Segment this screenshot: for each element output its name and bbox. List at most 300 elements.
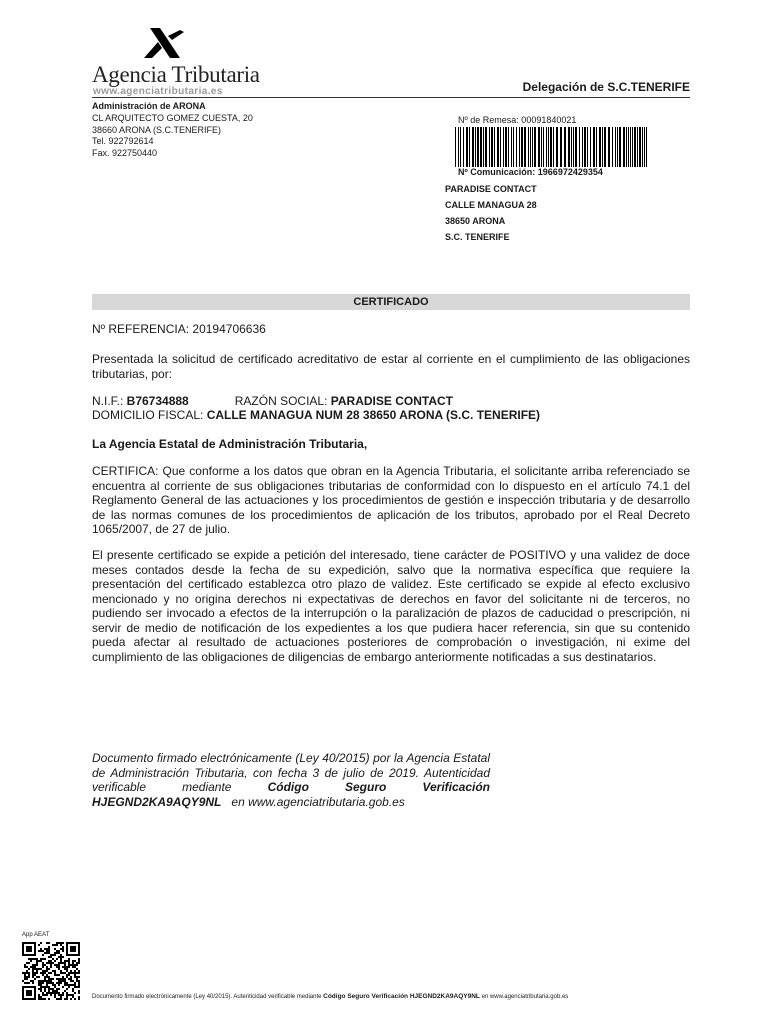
qr-module [46, 994, 48, 996]
qr-module [70, 964, 72, 966]
qr-module [58, 952, 60, 954]
qr-module [62, 992, 64, 994]
qr-module [28, 962, 30, 964]
qr-module [68, 972, 70, 974]
qr-module [58, 964, 60, 966]
qr-module [72, 964, 74, 966]
qr-module [50, 978, 52, 980]
barcode-bar [639, 127, 641, 167]
admin-street: CL ARQUITECTO GOMEZ CUESTA, 20 [92, 112, 253, 123]
qr-module [38, 982, 40, 984]
qr-module [58, 998, 60, 1000]
qr-module [64, 972, 66, 974]
qr-module [60, 942, 62, 944]
qr-module [44, 994, 46, 996]
qr-module [70, 978, 72, 980]
qr-module [32, 970, 34, 972]
qr-module [60, 948, 62, 950]
barcode-bar [521, 127, 523, 167]
qr-module [66, 968, 68, 970]
qr-module [26, 976, 28, 978]
qr-module [36, 968, 38, 970]
admin-name: Administración de ARONA [92, 101, 206, 111]
qr-module [40, 972, 42, 974]
recipient-line: 38650 ARONA [445, 216, 506, 226]
qr-module [40, 982, 42, 984]
qr-module [52, 988, 54, 990]
qr-module [68, 994, 70, 996]
qr-module [44, 952, 46, 954]
qr-module [58, 942, 60, 944]
qr-module [66, 994, 68, 996]
qr-module [30, 960, 32, 962]
qr-module [50, 964, 52, 966]
qr-module [42, 998, 44, 1000]
header-divider [92, 97, 690, 98]
qr-module [24, 966, 26, 968]
remesa-number: Nº de Remesa: 00091840021 [458, 115, 577, 125]
qr-module [52, 992, 54, 994]
qr-module [62, 962, 64, 964]
qr-module [40, 950, 42, 952]
qr-module [24, 982, 26, 984]
qr-module [28, 974, 30, 976]
certifica-paragraph: CERTIFICA: Que conforme a los datos que obran en la Agencia Tributaria, el solicitante arriba referenciado se encuentra al corriente de sus obligaciones tributarias de conformidad con lo dispuesto en el artículo 74.1 del Reglamento General de las actuaciones y los procedimientos de gestión e inspección tributaria y de desarrollo de las normas comunes de los procedimientos de aplicación de los tributos, aprobado por el Real Decreto 1065/2007, de 27 de julio. [92, 464, 690, 536]
qr-module [74, 982, 76, 984]
barcode-bar [584, 127, 586, 167]
qr-module [50, 960, 52, 962]
qr-module [54, 954, 56, 956]
qr-module [34, 966, 36, 968]
qr-module [62, 946, 64, 948]
qr-module [40, 996, 42, 998]
qr-module [50, 956, 52, 958]
qr-module [44, 990, 46, 992]
agency-emblem-icon [144, 28, 186, 62]
barcode-bar [646, 127, 647, 167]
qr-module [74, 984, 76, 986]
qr-module [74, 998, 76, 1000]
qr-module [58, 984, 60, 986]
qr-module [70, 984, 72, 986]
qr-module [32, 966, 34, 968]
qr-module [56, 942, 58, 944]
qr-module [70, 980, 72, 982]
qr-module [58, 980, 60, 982]
barcode-bar [460, 127, 461, 167]
qr-module [30, 980, 32, 982]
qr-module [78, 980, 80, 982]
admin-city: 38660 ARONA (S.C.TENERIFE) [92, 124, 222, 135]
recipient-line: CALLE MANAGUA 28 [445, 200, 537, 210]
barcode [455, 127, 649, 167]
qr-module [62, 956, 64, 958]
qr-module [44, 978, 46, 980]
qr-module [40, 948, 42, 950]
qr-module [66, 966, 68, 968]
barcode-bar [626, 127, 627, 167]
qr-module [58, 978, 60, 980]
qr-module [76, 986, 78, 988]
qr-module [36, 962, 38, 964]
qr-module [48, 946, 50, 948]
qr-module [78, 972, 80, 974]
qr-module [62, 976, 64, 978]
qr-module [72, 960, 74, 962]
qr-module [46, 942, 48, 944]
barcode-bar [596, 127, 597, 167]
qr-module [66, 960, 68, 962]
qr-module [56, 964, 58, 966]
qr-module [50, 954, 52, 956]
qr-module [40, 942, 42, 944]
delegacion-title: Delegación de S.C.TENERIFE [522, 80, 690, 94]
qr-module [40, 980, 42, 982]
qr-module [66, 988, 68, 990]
qr-module [46, 974, 48, 976]
qr-module [46, 992, 48, 994]
qr-module [64, 964, 66, 966]
qr-module [46, 982, 48, 984]
qr-module [26, 978, 28, 980]
qr-module [42, 980, 44, 982]
qr-module [68, 964, 70, 966]
barcode-bar [546, 127, 547, 167]
logo-url: www.agenciatributaria.es [93, 86, 223, 97]
qr-module [70, 998, 72, 1000]
qr-module [64, 980, 66, 982]
qr-module [66, 976, 68, 978]
qr-module [58, 962, 60, 964]
qr-module [50, 992, 52, 994]
csv-code: HJEGND2KA9AQY9NL [92, 794, 222, 809]
qr-module [38, 984, 40, 986]
qr-module [38, 976, 40, 978]
barcode-bar [508, 127, 509, 167]
qr-module [78, 992, 80, 994]
qr-module [72, 972, 74, 974]
qr-module [78, 982, 80, 984]
qr-module [54, 948, 56, 950]
qr-module [38, 996, 40, 998]
qr-module [42, 970, 44, 972]
qr-module [46, 952, 48, 954]
qr-module [50, 994, 52, 996]
qr-module [76, 978, 78, 980]
qr-module [28, 976, 30, 978]
barcode-bar [564, 127, 566, 167]
qr-module [66, 984, 68, 986]
barcode-bar [587, 127, 588, 167]
admin-tel: Tel. 922792614 [92, 136, 154, 147]
qr-module [50, 972, 52, 974]
barcode-bar [491, 127, 493, 167]
qr-module [72, 980, 74, 982]
qr-module [56, 998, 58, 1000]
qr-module [74, 964, 76, 966]
qr-module [48, 948, 50, 950]
qr-module [48, 988, 50, 990]
qr-module [56, 990, 58, 992]
qr-module [52, 982, 54, 984]
qr-module [34, 958, 36, 960]
signature-text: Documento firmado electrónicamente (Ley 40/2015) por la Agencia Estatal de Administración Tributaria, con fecha 3 de julio de 2019. Autenticidad verificable mediante [92, 751, 490, 794]
qr-module [28, 958, 30, 960]
barcode-bar [483, 127, 484, 167]
qr-module [74, 992, 76, 994]
footer-csv: Código Seguro Verificación HJEGND2KA9AQY9NL [323, 993, 480, 1000]
qr-module [52, 958, 54, 960]
barcode-bar [560, 127, 562, 167]
qr-module [52, 954, 54, 956]
qr-module [56, 978, 58, 980]
qr-module [70, 994, 72, 996]
qr-module [60, 944, 62, 946]
qr-module [40, 958, 42, 960]
barcode-bar [538, 127, 540, 167]
qr-module [78, 996, 80, 998]
qr-module [40, 998, 42, 1000]
qr-finder [70, 946, 76, 952]
qr-module [74, 970, 76, 972]
qr-module [66, 974, 68, 976]
barcode-bar [505, 127, 507, 167]
barcode-bar [571, 127, 572, 167]
barcode-bar [568, 127, 570, 167]
recipient-address [445, 181, 537, 245]
barcode-bar [516, 127, 517, 167]
barcode-bar [475, 127, 476, 167]
qr-module [46, 986, 48, 988]
barcode-bar [472, 127, 474, 167]
qr-module [48, 982, 50, 984]
qr-module [42, 958, 44, 960]
barcode-bar [573, 127, 574, 167]
qr-module [72, 988, 74, 990]
qr-module [42, 982, 44, 984]
qr-module [72, 962, 74, 964]
qr-module [32, 982, 34, 984]
qr-module [34, 964, 36, 966]
qr-module [34, 978, 36, 980]
qr-module [32, 958, 34, 960]
qr-module [24, 972, 26, 974]
qr-module [56, 988, 58, 990]
barcode-bar [497, 127, 499, 167]
barcode-bar [469, 127, 470, 167]
qr-module [46, 976, 48, 978]
qr-module [44, 972, 46, 974]
qr-module [60, 972, 62, 974]
barcode-bar [458, 127, 459, 167]
qr-module [40, 990, 42, 992]
qr-module [56, 950, 58, 952]
qr-module [50, 962, 52, 964]
qr-module [62, 980, 64, 982]
barcode-bar [644, 127, 645, 167]
qr-module [74, 974, 76, 976]
admin-fax: Fax. 922750440 [92, 148, 158, 159]
qr-module [78, 960, 80, 962]
barcode-bar [513, 127, 514, 167]
barcode-bar [519, 127, 520, 167]
qr-module [78, 984, 80, 986]
qr-module [22, 980, 24, 982]
qr-module [48, 972, 50, 974]
qr-module [60, 954, 62, 956]
qr-module [50, 966, 52, 968]
qr-module [60, 958, 62, 960]
qr-module [26, 962, 28, 964]
barcode-bar [590, 127, 591, 167]
qr-module [48, 998, 50, 1000]
qr-module [62, 950, 64, 952]
qr-module [64, 990, 66, 992]
qr-module [26, 982, 28, 984]
qr-module [40, 960, 42, 962]
qr-module [36, 970, 38, 972]
qr-module [50, 980, 52, 982]
recipient-line: S.C. TENERIFE [445, 232, 510, 242]
qr-module [42, 964, 44, 966]
qr-module [64, 998, 66, 1000]
qr-module [54, 994, 56, 996]
qr-module [46, 970, 48, 972]
qr-module [38, 968, 40, 970]
qr-module [56, 982, 58, 984]
qr-module [38, 950, 40, 952]
qr-module [48, 942, 50, 944]
qr-module [56, 958, 58, 960]
qr-module [40, 968, 42, 970]
barcode-bar [608, 127, 610, 167]
agency-statement: La Agencia Estatal de Administración Tributaria, [92, 437, 368, 451]
barcode-bar [550, 127, 552, 167]
qr-module [48, 952, 50, 954]
qr-module [58, 968, 60, 970]
qr-module [72, 994, 74, 996]
qr-module [36, 958, 38, 960]
qr-module [66, 998, 68, 1000]
barcode-bar [602, 127, 603, 167]
qr-module [46, 984, 48, 986]
qr-module [48, 980, 50, 982]
qr-module [56, 944, 58, 946]
qr-module [66, 982, 68, 984]
qr-module [72, 966, 74, 968]
qr-module [78, 990, 80, 992]
qr-module [32, 964, 34, 966]
barcode-bar [632, 127, 633, 167]
qr-module [22, 972, 24, 974]
qr-module [34, 974, 36, 976]
qr-module [32, 976, 34, 978]
barcode-bar [579, 127, 580, 167]
barcode-bar [634, 127, 636, 167]
qr-module [48, 950, 50, 952]
csv-label: Código Seguro Verificación [267, 780, 490, 794]
qr-module [36, 972, 38, 974]
qr-module [58, 988, 60, 990]
qr-finder [26, 990, 32, 996]
qr-module [58, 992, 60, 994]
footer-url: en www.agenciatributaria.gob.es [479, 994, 569, 1000]
qr-module [78, 998, 80, 1000]
qr-module [78, 962, 80, 964]
qr-module [48, 978, 50, 980]
qr-module [62, 994, 64, 996]
qr-module [76, 980, 78, 982]
verify-url: en www.agenciatributaria.gob.es [231, 794, 405, 809]
qr-module [30, 966, 32, 968]
qr-module [44, 970, 46, 972]
qr-module [60, 998, 62, 1000]
qr-module [48, 960, 50, 962]
qr-module [54, 960, 56, 962]
qr-module [38, 944, 40, 946]
qr-module [34, 972, 36, 974]
barcode-bar [489, 127, 490, 167]
qr-module [54, 990, 56, 992]
qr-module [38, 994, 40, 996]
barcode-bar [615, 127, 616, 167]
logo-name: Agencia Tributaria [92, 62, 260, 87]
barcode-bar [534, 127, 536, 167]
qr-module [68, 978, 70, 980]
qr-module [52, 978, 54, 980]
qr-module [62, 948, 64, 950]
qr-module [64, 962, 66, 964]
barcode-bar [642, 127, 643, 167]
qr-module [72, 990, 74, 992]
barcode-bar [556, 127, 558, 167]
razon-label: RAZÓN SOCIAL: [234, 394, 331, 408]
barcode-bar [494, 127, 495, 167]
qr-module [64, 984, 66, 986]
qr-module [46, 966, 48, 968]
qr-code [22, 942, 80, 1000]
recipient-line: PARADISE CONTACT [445, 184, 537, 194]
qr-module [32, 972, 34, 974]
qr-module [42, 986, 44, 988]
barcode-bar [612, 127, 613, 167]
qr-module [52, 944, 54, 946]
qr-module [42, 994, 44, 996]
qr-module [26, 970, 28, 972]
qr-module [54, 986, 56, 988]
barcode-bar [630, 127, 631, 167]
qr-module [54, 970, 56, 972]
qr-module [36, 960, 38, 962]
qr-module [58, 950, 60, 952]
qr-module [56, 966, 58, 968]
barcode-bar [541, 127, 542, 167]
qr-module [42, 992, 44, 994]
qr-module [66, 996, 68, 998]
qr-module [62, 972, 64, 974]
qr-module [40, 986, 42, 988]
qr-module [54, 974, 56, 976]
qr-module [74, 972, 76, 974]
qr-module [42, 962, 44, 964]
qr-module [54, 952, 56, 954]
qr-module [52, 970, 54, 972]
qr-module [74, 966, 76, 968]
qr-module [44, 976, 46, 978]
qr-module [24, 964, 26, 966]
qr-finder [26, 946, 32, 952]
footer-note [92, 993, 698, 1000]
